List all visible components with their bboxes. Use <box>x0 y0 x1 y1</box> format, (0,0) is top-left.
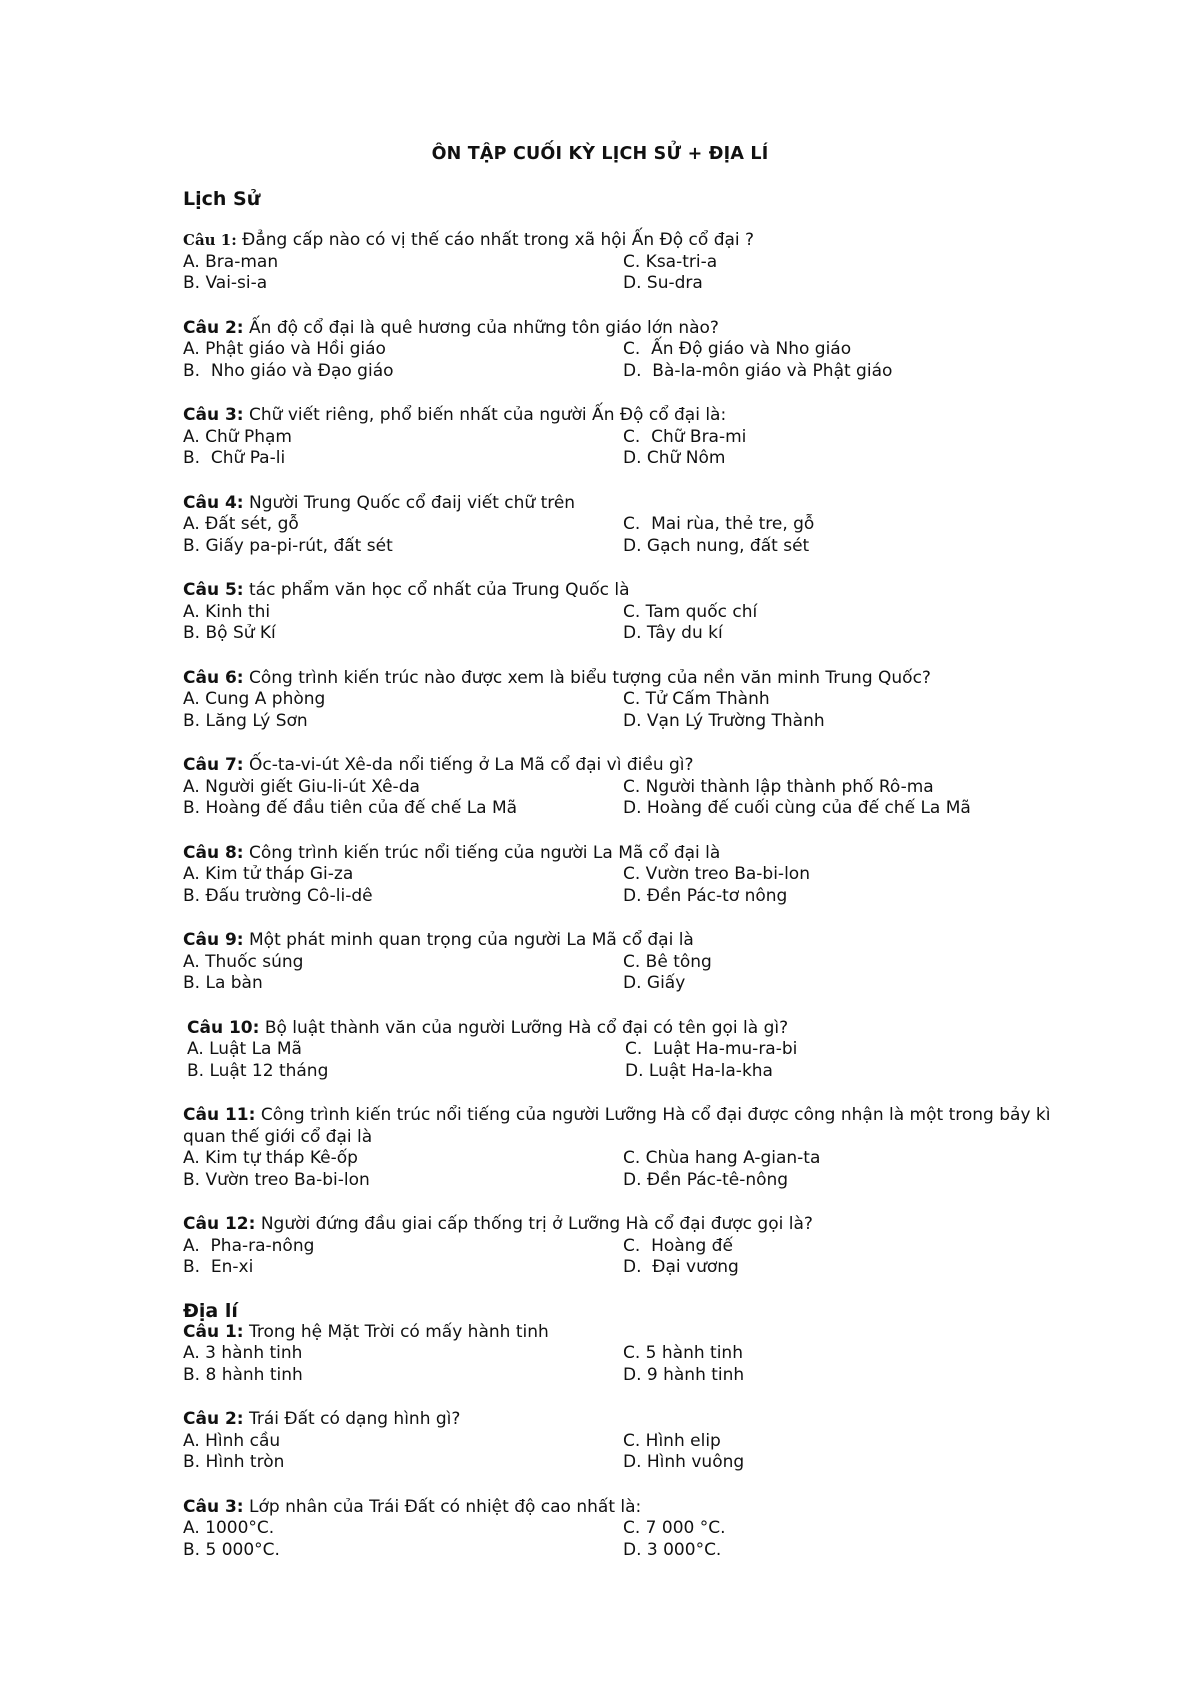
question-text: Người đứng đầu giai cấp thống trị ở Lưỡng Hà cổ đại được gọi là? <box>255 1214 813 1234</box>
question-text: Chữ viết riêng, phổ biến nhất của người Ấn Độ cổ đại là: <box>243 405 727 425</box>
answer-option-c: C. Luật Ha-mu-ra-bi <box>625 1039 798 1059</box>
question-stem <box>183 405 1063 427</box>
answer-row <box>183 1343 1063 1365</box>
question-text: Ấn độ cổ đại là quê hương của những tôn giáo lớn nào? <box>243 317 719 338</box>
answer-option-a: A. Kim tự tháp Kê-ốp <box>183 1148 358 1168</box>
answer-row <box>183 1148 1063 1170</box>
answer-row <box>183 952 1063 974</box>
question-item <box>183 930 1063 995</box>
answer-row <box>183 1257 1063 1279</box>
answer-row <box>183 514 1063 536</box>
answer-option-c: C. 5 hành tinh <box>623 1343 743 1363</box>
question-stem <box>183 755 1063 777</box>
question-item <box>183 1214 1063 1279</box>
question-stem <box>183 1322 1063 1344</box>
answer-option-b: B. En-xi <box>183 1257 254 1277</box>
answer-row <box>183 1518 1063 1540</box>
question-text: tác phẩm văn học cổ nhất của Trung Quốc là <box>243 580 630 600</box>
question-text: Ốc-ta-vi-út Xê-da nổi tiếng ở La Mã cổ đại vì điều gì? <box>243 755 694 775</box>
answer-option-b: B. 8 hành tinh <box>183 1364 303 1385</box>
answer-option-d: D. Đại vương <box>623 1257 739 1277</box>
answer-option-d: D. Gạch nung, đất sét <box>623 535 810 556</box>
answer-option-c: C. Vườn treo Ba-bi-lon <box>623 864 810 884</box>
document-title: ÔN TẬP CUỐI KỲ LỊCH SỬ + ĐỊA LÍ <box>431 144 769 164</box>
question-stem <box>183 493 1063 515</box>
answer-row <box>183 1431 1063 1453</box>
answer-option-c: C. Người thành lập thành phố Rô-ma <box>623 776 934 797</box>
question-label: Câu 7: <box>183 755 244 775</box>
question-item <box>183 668 1063 733</box>
lich-su-question-list <box>183 230 1063 1279</box>
answer-option-b: B. Đấu trường Cô-li-dê <box>183 885 373 906</box>
answer-option-b: B. Bộ Sử Kí <box>183 623 276 643</box>
question-label: Câu 8: <box>183 842 244 863</box>
question-text: Bộ luật thành văn của người Lưỡng Hà cổ đại có tên gọi là gì? <box>259 1017 789 1038</box>
answer-option-d: D. Hoàng đế cuối cùng của đế chế La Mã <box>623 798 971 818</box>
document-body <box>183 230 1063 1584</box>
question-stem <box>183 1214 1063 1236</box>
question-label: Câu 5: <box>183 580 244 600</box>
answer-option-a: A. Chữ Phạm <box>183 426 292 447</box>
answer-option-d: D. Su-dra <box>623 273 703 293</box>
answer-option-c: C. Hình elip <box>623 1430 721 1451</box>
answer-row <box>187 1061 1063 1083</box>
answer-row <box>183 973 1063 995</box>
answer-option-b: B. Vườn treo Ba-bi-lon <box>183 1169 370 1190</box>
answer-row <box>183 1236 1063 1258</box>
question-label: Câu 3: <box>183 1496 244 1517</box>
question-item <box>183 318 1063 383</box>
dia-li-question-list <box>183 1322 1063 1562</box>
answer-option-b: B. Hình tròn <box>183 1452 285 1472</box>
answer-option-d: D. Hình vuông <box>623 1452 745 1472</box>
answer-option-a: A. Cung A phòng <box>183 689 326 709</box>
question-item <box>183 1322 1063 1387</box>
section-heading-dia-li: Địa lí <box>183 1299 238 1322</box>
question-label: Câu 1: <box>183 231 237 249</box>
answer-row <box>183 602 1063 624</box>
question-item <box>183 230 1063 295</box>
question-item <box>183 843 1063 908</box>
answer-option-a: A. Kinh thi <box>183 601 271 622</box>
answer-option-d: D. Vạn Lý Trường Thành <box>623 710 825 731</box>
answer-option-a: A. Pha-ra-nông <box>183 1235 315 1256</box>
answer-row <box>183 536 1063 558</box>
answer-option-c: C. Bê tông <box>623 951 712 972</box>
answer-row <box>183 427 1063 449</box>
question-label: Câu 1: <box>183 1321 244 1342</box>
question-stem <box>183 930 1063 952</box>
question-item <box>183 1497 1063 1562</box>
question-item <box>183 405 1063 470</box>
answer-option-c: C. Mai rùa, thẻ tre, gỗ <box>623 514 815 534</box>
answer-row <box>183 864 1063 886</box>
question-text: Một phát minh quan trọng của người La Mã cổ đại là <box>243 930 694 950</box>
question-text: Trong hệ Mặt Trời có mấy hành tinh <box>243 1321 549 1342</box>
answer-option-a: A. 1000°C. <box>183 1518 275 1538</box>
question-text: Lớp nhân của Trái Đất có nhiệt độ cao nhất là: <box>243 1496 642 1517</box>
answer-option-b: B. Lăng Lý Sơn <box>183 710 308 731</box>
question-label: Câu 9: <box>183 930 244 950</box>
question-label: Câu 3: <box>183 405 244 425</box>
question-stem <box>183 230 1063 252</box>
question-item <box>183 1018 1063 1083</box>
question-item <box>183 1105 1063 1191</box>
answer-option-d: D. 9 hành tinh <box>623 1364 745 1385</box>
answer-option-a: A. Bra-man <box>183 251 279 272</box>
answer-option-c: C. Ấn Độ giáo và Nho giáo <box>623 339 852 359</box>
answer-option-a: A. Phật giáo và Hồi giáo <box>183 339 386 359</box>
answer-option-d: D. 3 000°C. <box>623 1539 722 1560</box>
answer-row <box>183 1365 1063 1387</box>
question-text: Công trình kiến trúc nổi tiếng của người La Mã cổ đại là <box>243 842 721 863</box>
question-text: Công trình kiến trúc nào được xem là biểu tượng của nền văn minh Trung Quốc? <box>243 667 931 688</box>
answer-option-b: B. Hoàng đế đầu tiên của đế chế La Mã <box>183 798 518 818</box>
answer-option-a: A. 3 hành tinh <box>183 1343 303 1363</box>
answer-option-b: B. La bàn <box>183 973 263 993</box>
answer-option-a: A. Luật La Mã <box>187 1039 302 1059</box>
question-label: Câu 10: <box>187 1017 260 1038</box>
answer-option-a: A. Đất sét, gỗ <box>183 514 299 534</box>
question-item <box>183 755 1063 820</box>
answer-row <box>183 689 1063 711</box>
answer-row <box>183 777 1063 799</box>
answer-option-a: A. Kim tử tháp Gi-za <box>183 864 354 884</box>
question-stem <box>183 1409 1063 1431</box>
answer-row <box>183 711 1063 733</box>
answer-option-b: B. Chữ Pa-li <box>183 448 286 468</box>
answer-option-b: B. 5 000°C. <box>183 1539 280 1560</box>
question-stem <box>183 668 1063 690</box>
question-text: Đẳng cấp nào có vị thế cáo nhất trong xã hội Ấn Độ cổ đại ? <box>236 230 755 250</box>
question-text: Trái Đất có dạng hình gì? <box>243 1409 461 1429</box>
answer-option-c: C. Chữ Bra-mi <box>623 426 747 447</box>
answer-option-d: D. Tây du kí <box>623 623 723 643</box>
answer-option-a: A. Thuốc súng <box>183 951 304 972</box>
answer-option-d: D. Giấy <box>623 973 686 993</box>
question-text: Công trình kiến trúc nổi tiếng của người Lưỡng Hà cổ đại được công nhận là một trong bảy kì quan thế giới cổ đại là <box>183 1105 1051 1147</box>
answer-row <box>183 623 1063 645</box>
answer-option-c: C. 7 000 °C. <box>623 1518 726 1538</box>
answer-row <box>183 1170 1063 1192</box>
answer-row <box>183 1452 1063 1474</box>
section-heading-lich-su: Lịch Sử <box>183 188 261 210</box>
answer-row <box>183 339 1063 361</box>
question-label: Câu 2: <box>183 1409 244 1429</box>
answer-row <box>183 798 1063 820</box>
answer-option-d: D. Bà-la-môn giáo và Phật giáo <box>623 360 893 381</box>
answer-option-c: C. Chùa hang A-gian-ta <box>623 1148 821 1168</box>
question-stem <box>183 318 1063 340</box>
answer-option-b: B. Giấy pa-pi-rút, đất sét <box>183 535 393 556</box>
answer-row <box>187 1039 1063 1061</box>
question-label: Câu 4: <box>183 492 244 513</box>
question-item <box>183 1409 1063 1474</box>
answer-option-d: D. Chữ Nôm <box>623 448 726 468</box>
question-label: Câu 11: <box>183 1105 256 1125</box>
answer-row <box>183 886 1063 908</box>
answer-option-d: D. Luật Ha-la-kha <box>625 1060 773 1081</box>
answer-row <box>183 1540 1063 1562</box>
answer-option-d: D. Đền Pác-tơ nông <box>623 885 788 906</box>
question-stem <box>183 1497 1063 1519</box>
question-stem <box>183 843 1063 865</box>
answer-option-b: B. Nho giáo và Đạo giáo <box>183 360 394 381</box>
answer-option-a: A. Hình cầu <box>183 1430 281 1451</box>
answer-row <box>183 252 1063 274</box>
question-item <box>183 580 1063 645</box>
question-stem <box>183 1105 1063 1148</box>
answer-option-b: B. Vai-si-a <box>183 273 268 293</box>
answer-option-c: C. Tam quốc chí <box>623 601 758 622</box>
answer-option-d: D. Đền Pác-tê-nông <box>623 1169 789 1190</box>
answer-row <box>183 448 1063 470</box>
answer-option-c: C. Tử Cấm Thành <box>623 689 770 709</box>
question-label: Câu 6: <box>183 667 244 688</box>
answer-row <box>183 361 1063 383</box>
answer-option-a: A. Người giết Giu-li-út Xê-da <box>183 776 420 797</box>
question-label: Câu 2: <box>183 317 244 338</box>
question-label: Câu 12: <box>183 1214 256 1234</box>
question-text: Người Trung Quốc cổ đaij viết chữ trên <box>243 492 576 513</box>
question-stem <box>183 580 1063 602</box>
question-item <box>183 493 1063 558</box>
answer-option-c: C. Hoàng đế <box>623 1235 733 1256</box>
answer-row <box>183 273 1063 295</box>
answer-option-c: C. Ksa-tri-a <box>623 251 718 272</box>
answer-option-b: B. Luật 12 tháng <box>187 1060 329 1081</box>
question-stem <box>187 1018 1063 1040</box>
